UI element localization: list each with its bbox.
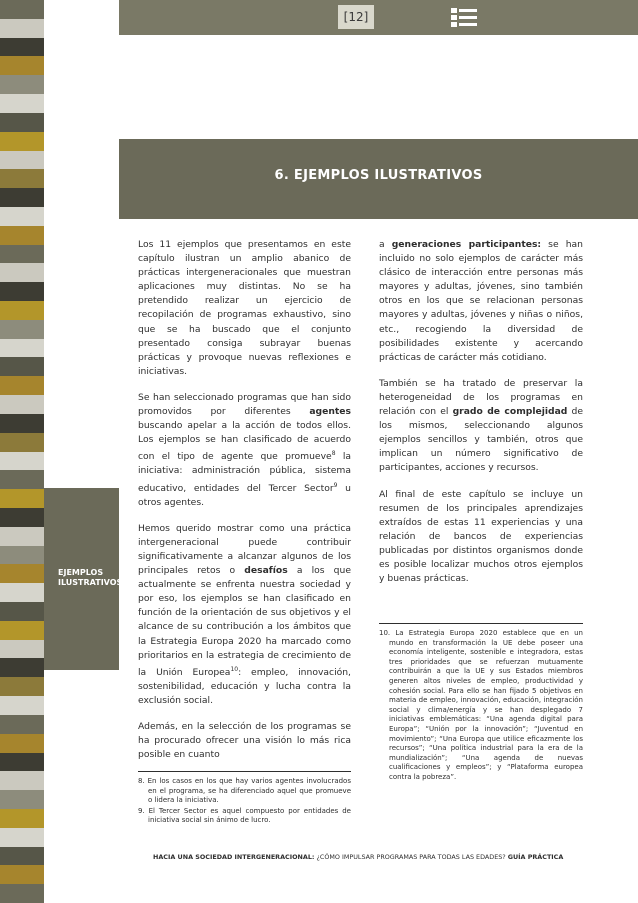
stripe <box>0 301 44 320</box>
stripe <box>0 113 44 132</box>
stripe <box>0 696 44 715</box>
stripe <box>0 790 44 809</box>
stripe <box>0 489 44 508</box>
page-footer: HACIA UNA SOCIEDAD INTERGENERACIONAL: ¿CÓMO IMPULSAR PROGRAMAS PARA TODAS LAS EDADES? GUÍA PRÁCTICA <box>153 853 564 861</box>
stripe <box>0 564 44 583</box>
paragraph: También se ha tratado de preservar la heterogeneidad de los programas en relación con el grado de complejidad de los mismos, seleccionando algunos ejemplos sencillos y también, otros que implican un número significativo de participantes, acciones y recursos. <box>379 377 584 474</box>
footnote: 10. La Estrategia Europa 2020 establece que en un mundo en transformación la UE debe poseer una economía inteligente, sostenible e integradora, estas tres prioridades que se refuerzan mutuamente contribuirán a que la UE y sus Estados miembros generen altos niveles de empleo, productividad y cohesión social. Para ello se han fijado 5 objetivos en materia de empleo, innovación, educación, integración social y clima/energía y se han desplegado 7 iniciativas emblemáticas: “Una agenda digital para Europa”; “Unión por la innovación”; “Juventud en movimiento”; “Una Europa que utilice eficazmente los recursos”; “Una política industrial para la era de la mundialización”; “Una agenda de nuevas cualificaciones y empleos”; y “Plataforma europea contra la pobreza”. <box>379 629 583 781</box>
stripe <box>0 809 44 828</box>
stripe <box>0 376 44 395</box>
stripe <box>0 753 44 772</box>
stripe <box>0 0 44 19</box>
paragraph: Hemos querido mostrar como una práctica intergeneracional puede contribuir significativamente a alcanzar algunos de los principales retos o desafíos a los que actualmente se enfrenta nuestra sociedad y por eso, los ejemplos se han clasificado en función de la orientación de sus objetivos y el alcance de su contribución a los ámbitos que la Estrategia Europa 2020 ha marcado como prioritarios en la estrategia de crecimiento de la Unión Europea$^{10}$: empleo, innovación, sostenibilidad, educación y lucha contra la exclusión social. <box>138 522 351 706</box>
stripe <box>0 734 44 753</box>
footnotes-right <box>379 623 583 784</box>
stripe <box>0 132 44 151</box>
stripe <box>0 583 44 602</box>
stripe <box>0 75 44 94</box>
stripe <box>0 715 44 734</box>
stripe <box>0 470 44 489</box>
stripe <box>0 414 44 433</box>
footnotes-left <box>138 771 351 827</box>
stripe <box>0 226 44 245</box>
top-band <box>119 0 638 35</box>
stripe <box>0 19 44 38</box>
stripe <box>0 263 44 282</box>
stripe <box>0 245 44 264</box>
stripe <box>0 640 44 659</box>
footnote: 8. En los casos en los que hay varios agentes involucrados en el programa, se ha diferenciado aquel que promueve o lidera la iniciativa. <box>138 777 351 805</box>
paragraph: a generaciones participantes: se han incluido no solo ejemplos de carácter más clásico de interacción entre personas más mayores y adultas, jóvenes, sino también otros en los que se relacionan personas mayores y adultas, jóvenes y niñas o niños, etc., recogiendo la diversidad de posibilidades existente y acercando prácticas de carácter más cotidiano. <box>379 239 583 363</box>
side-tab-label: EJEMPLOS ILUSTRATIVOS <box>58 568 123 587</box>
decorative-stripe-column <box>0 0 44 903</box>
stripe <box>0 169 44 188</box>
stripe <box>0 38 44 57</box>
stripe <box>0 151 44 170</box>
text-column-left <box>138 238 351 774</box>
stripe <box>0 56 44 75</box>
stripe <box>0 433 44 452</box>
stripe <box>0 188 44 207</box>
side-tab <box>44 488 123 670</box>
stripe <box>0 395 44 414</box>
stripe <box>0 602 44 621</box>
stripe <box>0 357 44 376</box>
stripe <box>0 94 44 113</box>
stripe <box>0 621 44 640</box>
section-title: 6. EJEMPLOS ILUSTRATIVOS <box>274 168 483 183</box>
page-number: [12] <box>338 5 374 29</box>
stripe <box>0 847 44 866</box>
stripe <box>0 508 44 527</box>
stripe <box>0 828 44 847</box>
stripe <box>0 452 44 471</box>
stripe <box>0 282 44 301</box>
stripe <box>0 865 44 884</box>
paragraph: Los 11 ejemplos que presentamos en este capítulo ilustran un amplio abanico de prácticas intergeneracionales que muestran aplicaciones muy distintas. No se ha pretendido realizar un ejercicio de recopilación de programas exhaustivo, sino que se ha buscado que el conjunto presentado consiga subrayar buenas prácticas y provoque nuevas reflexiones e iniciativas. <box>138 239 351 377</box>
stripe <box>0 207 44 226</box>
text-column-right <box>379 238 583 598</box>
paragraph: Al final de este capítulo se incluye un resumen de los principales aprendizajes extraídos de estas 11 experiencias y una relación de bancos de experiencias publicadas por distintos organismos donde es posible localizar muchos otros ejemplos y buenas prácticas. <box>379 488 583 585</box>
stripe <box>0 677 44 696</box>
stripe <box>0 884 44 903</box>
stripe <box>0 658 44 677</box>
stripe <box>0 320 44 339</box>
stripe <box>0 339 44 358</box>
footnote: 9. El Tercer Sector es aquel compuesto por entidades de iniciativa social sin ánimo de lucro. <box>138 806 351 825</box>
stripe <box>0 527 44 546</box>
stripe <box>0 771 44 790</box>
section-header <box>119 139 638 219</box>
stripe <box>0 546 44 565</box>
paragraph: Se han seleccionado programas que han sido promovidos por diferentes agentes buscando apelar a la acción de todos ellos. Los ejemplos se han clasificado de acuerdo con el tipo de agente que promueve$^8$ la iniciativa: administración pública, sistema educativo, entidades del Tercer Sector$^9$ u otros agentes. <box>138 391 352 508</box>
paragraph: Además, en la selección de los programas se ha procurado ofrecer una visión lo más rica posible en cuanto <box>138 721 351 761</box>
document-list-icon <box>446 6 482 30</box>
